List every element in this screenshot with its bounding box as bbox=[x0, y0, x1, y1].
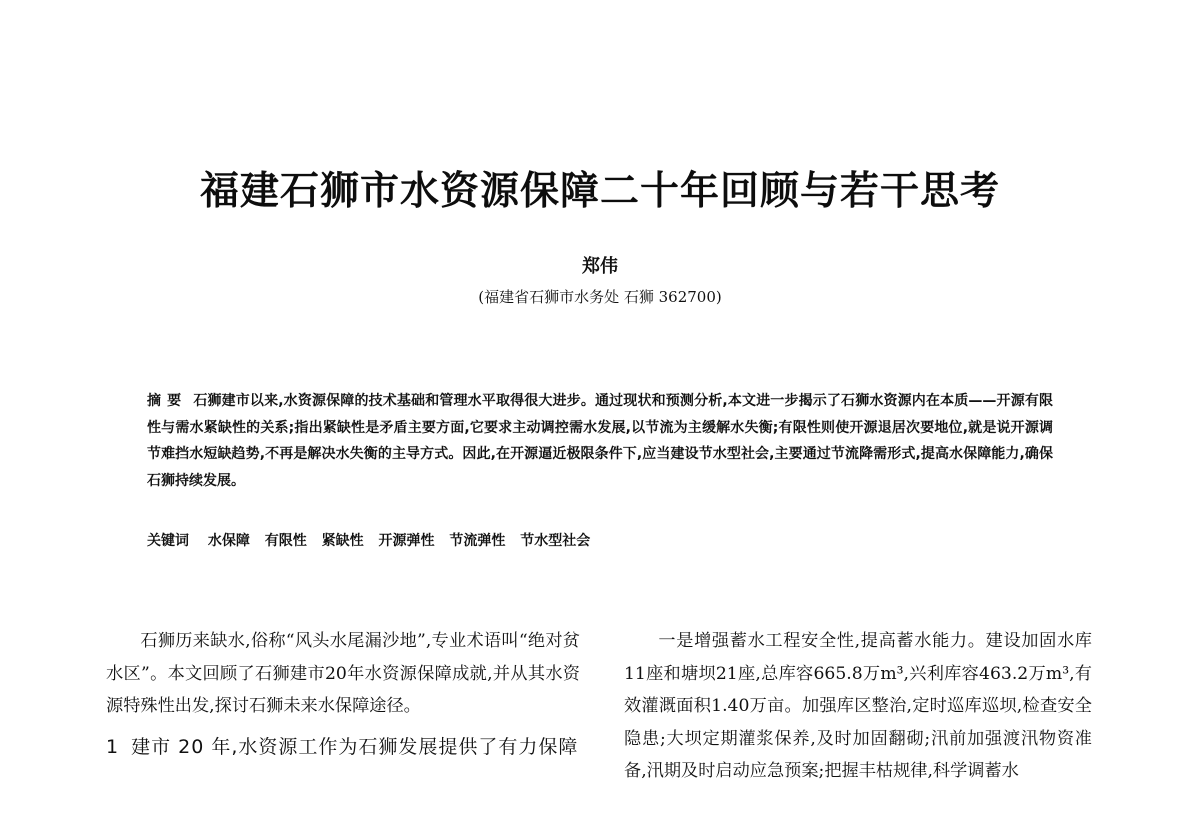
body-column-left bbox=[106, 625, 580, 763]
keyword: 紧缺性 bbox=[321, 533, 364, 549]
keyword: 开源弹性 bbox=[378, 533, 435, 549]
section-heading bbox=[106, 731, 580, 763]
section-number: 1 bbox=[106, 735, 120, 758]
keyword: 有限性 bbox=[264, 533, 307, 549]
author-name: 郑伟 bbox=[582, 256, 618, 277]
keywords-label: 关键词 bbox=[147, 533, 189, 549]
body-paragraph: 一是增强蓄水工程安全性,提高蓄水能力。建设加固水库11座和塘坝21座,总库容665.8万m³,兴利库容463.2万m³,有效灌溉面积1.40万亩。加强库区整治,定时巡库巡坝,检查安全隐患;大坝定期灌浆保养,及时加固翻砌;汛前加强渡汛物资准备,汛期及时启动应急预案;把握丰枯规律,科学调蓄水 bbox=[624, 631, 1092, 782]
abstract bbox=[147, 388, 1053, 494]
intro-paragraph: 石狮历来缺水,俗称“风头水尾漏沙地”,专业术语叫“绝对贫水区”。本文回顾了石狮建市20年水资源保障成就,并从其水资源特殊性出发,探讨石狮未来水保障途径。 bbox=[106, 631, 580, 717]
paper-title: 福建石狮市水资源保障二十年回顾与若干思考 bbox=[199, 168, 1000, 214]
section-heading-text: 建市 20 年,水资源工作为石狮发展提供了有力保障 bbox=[131, 735, 579, 758]
author-affiliation: (福建省石狮市水务处 石狮 362700) bbox=[478, 288, 722, 306]
keyword: 节水型社会 bbox=[520, 533, 591, 549]
abstract-label: 摘要 bbox=[147, 393, 188, 409]
keyword: 水保障 bbox=[207, 533, 250, 549]
body-column-right bbox=[624, 625, 1092, 788]
keyword: 节流弹性 bbox=[449, 533, 506, 549]
abstract-text: 石狮建市以来,水资源保障的技术基础和管理水平取得很大进步。通过现状和预测分析,本文进一步揭示了石狮水资源内在本质——开源有限性与需水紧缺性的关系;指出紧缺性是矛盾主要方面,它要求主动调控需水发展,以节流为主缓解水失衡;有限性则使开源退居次要地位,就是说开源调节难挡水短缺趋势,不再是解决水失衡的主导方式。因此,在开源逼近极限条件下,应当建设节水型社会,主要通过节流降需形式,提高水保障能力,确保石狮持续发展。 bbox=[147, 393, 1054, 489]
keywords bbox=[147, 530, 1053, 550]
